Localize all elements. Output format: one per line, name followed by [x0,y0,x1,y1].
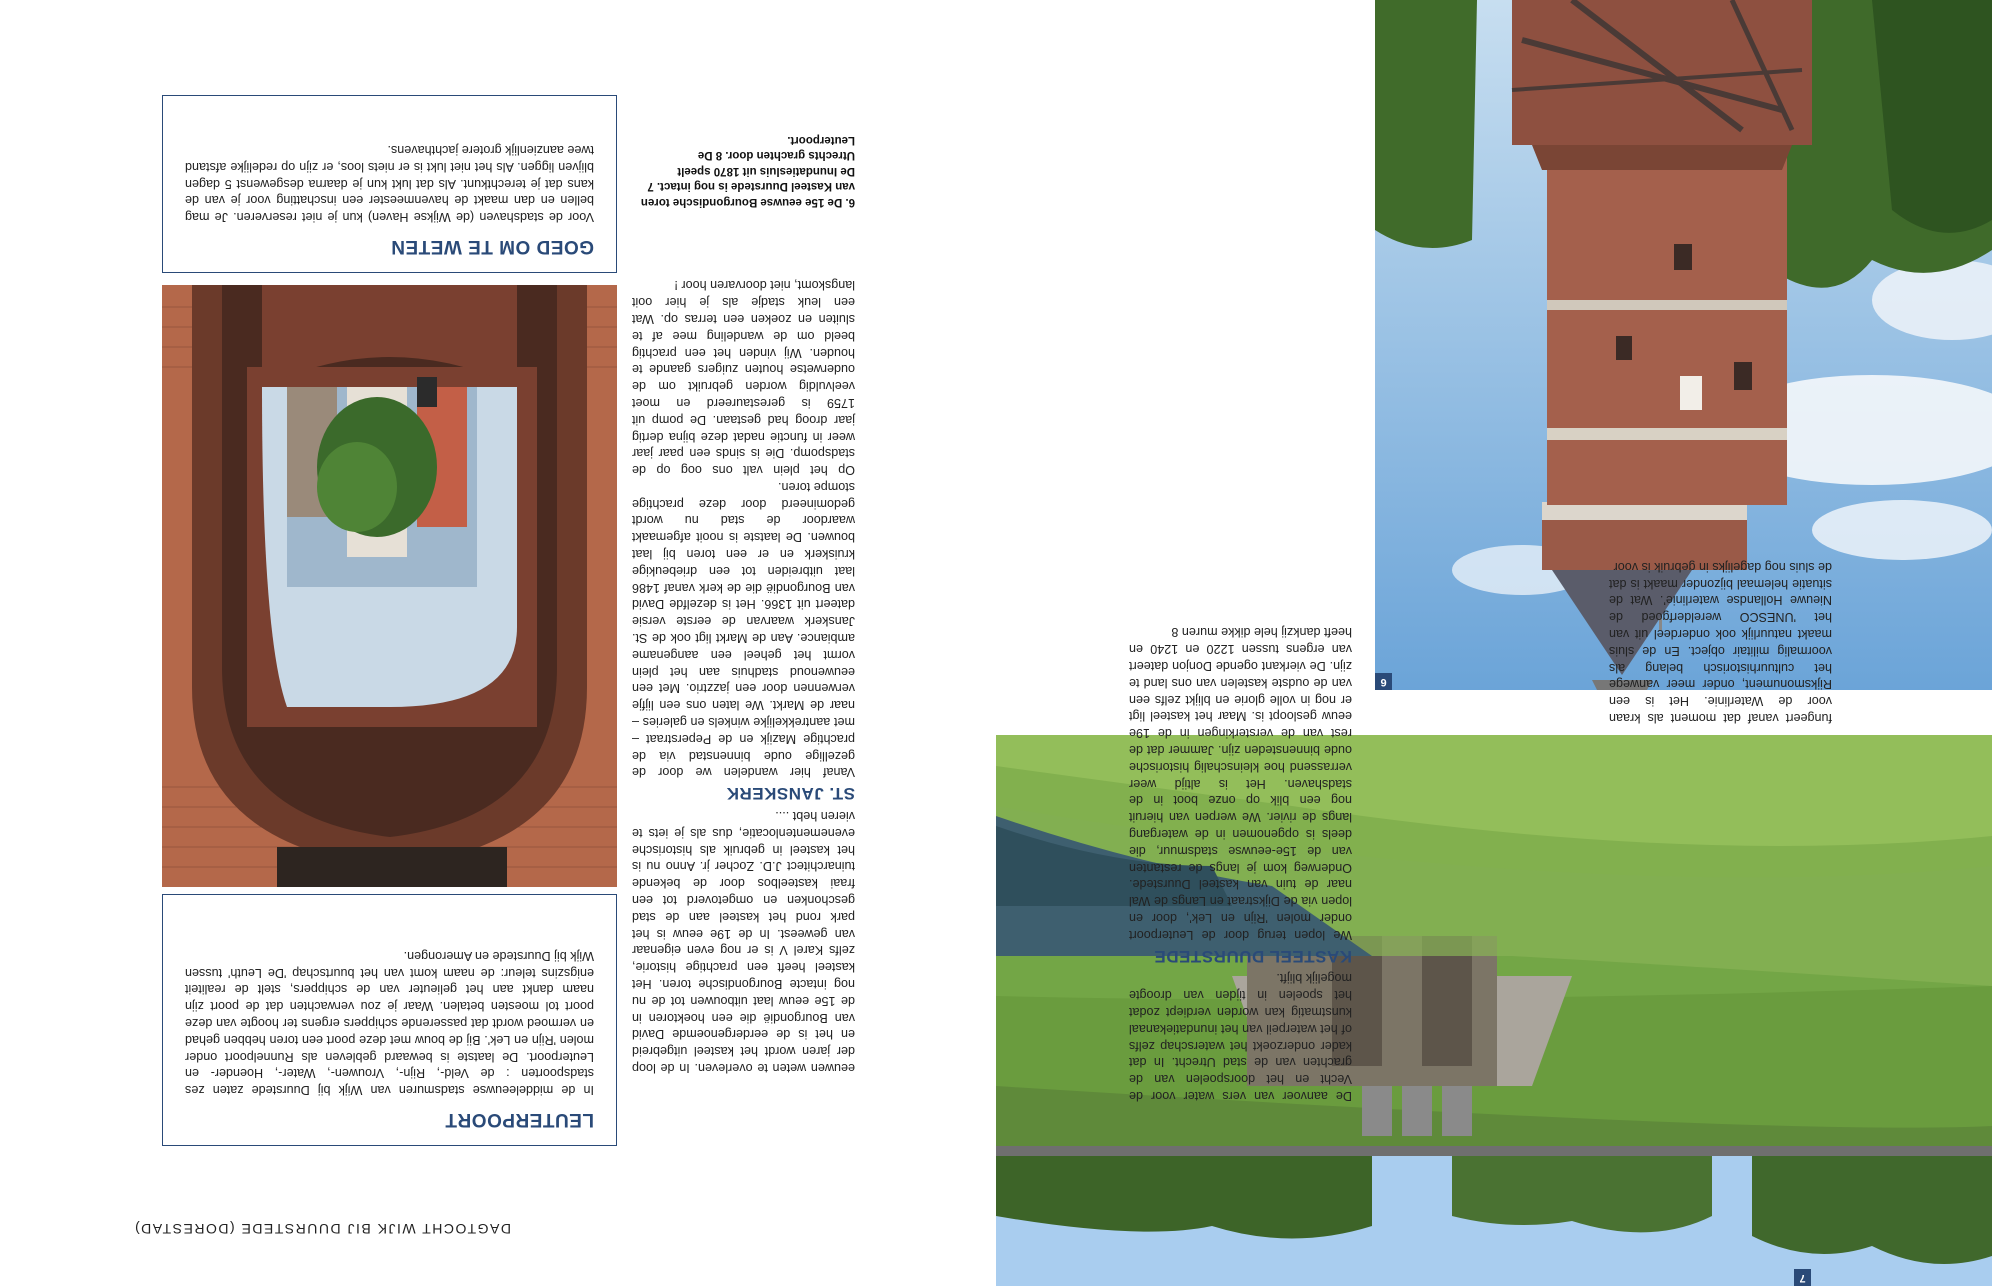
janskerk-paragraph: Vanaf hier wandelen we door de gezellige oude binnenstad via de prachtige Mazijk en de Peperstraat – met aantrekkelijke winkels en galeries – naar de Markt. We laten ons een lijfje verwennen door een jazztrio. Met een eeuwenoud stadhuis aan het plein vormt het geheel een aangename ambiance. Aan de Markt ligt ook de St. Janskerk waarvan de eerste versie dateert uit 1366. Het is dezelfde David van Bourgondië die de kerk vanaf 1486 laat uitbreiden tot een driebeukige kruiskerk en er een toren bij laat bouwen. De laatste is nooit afgemaakt waardoor de stad nu wordt gedomineerd door deze prachtige stompe toren. [632,479,855,780]
kasteel-paragraph-continued: eeuwen weten te overleven. In de loop der jaren wordt het kasteel uitgebreid en het is de eerdergenoemde David van Bourgondië die een hoektoren in de 15e eeuw laat uitbouwen tot de nu nog intacte Bourgondische toren. Het kasteel heeft een prachtige historie, zelfs Karel V is er nog even eigenaar van geweest. In de 19e eeuw is het park rond het kasteel aan de stad geschonken en omgetoverd tot een fraai kasteelbos door de bekende tuinarchitect J.D. Zocher jr. Anno nu is het kasteel in gebruik als historische evenementenlocatie, dus als je iets te vieren hebt .... [632,809,855,1075]
gate-arch-illustration [162,285,617,887]
heading-st-janskerk: ST. JANSKERK [726,784,855,804]
heading-goed-om-te-weten: GOED OM TE WETEN [390,236,594,257]
text-column-kasteel [1129,624,1352,1104]
janskerk-paragraph-2: Op het plein valt ons oog op de stadspomp. Die is sinds een paar jaar weer in functie nadat deze bijna dertig jaar droog had gestaan. De pomp uit 1759 is gerestaureerd en moet veelvuldig worden gebruikt om de ouderwetse houten zuigers gaande te houden. Wij vinden het een prachtig beeld om de wandeling mee af te sluiten en zoeken een terras op. Wat een leuk stadje als je hier ooit langskomt, niet doorvaren hoor ! [632,278,855,478]
kasteel-paragraph: We lopen terug door de Leuterpoort onder molen 'Rijn en Lek', door en lopen via de Dijkstraat en Langs de Wal naar de tuin van kasteel Duurstede. Onderweg kom je langs de restanten van de 15e-eeuwse stadsmuur, die deels is opgenomen in de watergang langs de rivier. We werpen van hieruit nog een blik op onze boot in de stadshaven. Het is altijd weer verrassend hoe kleinschalig historische oude binnensteden zijn. Jammer dat de rest van de versterkingen in de 19e eeuw gesloopt is. Maar het kasteel ligt er nog in volle glorie en blijkt zelfs een van de oudste kastelen van ons land te zijn. De vierkant ogende Donjon dateert van ergens tussen 1220 en 1240 en heeft dankzij hele dikke muren 8 [1129,625,1352,942]
leuterpoort-text: In de middeleeuwse stadsmuren van Wijk bij Duurstede zaten zes stadspoorten : de Veld-, Rijn-, Vrouwen-, Water-, Hoender- en Leuterpoort. De laatste is bewaard gebleven als Runnelpoort onder molen 'Rijn en Lek'. Bij de bouw met deze poort een toren hebben gehad en vermoed wordt dat passerende schippers ergens ter hoogte van deze poort tol moesten betalen. Waar je zou verwachten dat de poort zijn naam dankt aan het gelieuter van de schippers, stelt de realiteit enigszins teleur: de naam komt van het buurtschap 'De Leuth' tussen Wijk bij Duurstede en Amerongen. [185,948,594,1098]
text-column-sluice [1609,558,1832,726]
photo-number-badge: 6 [1375,673,1392,690]
running-head: DAGTOCHT WIJK BIJ DUURSTEDE (DORESTAD) [133,1221,511,1237]
goed-om-te-weten-text: Voor de stadshaven (de Wijkse Haven) kun je niet reserveren. Je mag bellen en dan maakt de havenmeester een inschatting voor je van de kans dat je terechtkunt. Als dat lukt kun je daarna desgewenst 5 dagen blijven liggen. Als het niet lukt is er niets loos, er zijn op redelijke afstand twee aanzienlijk grotere jachthavens. [185,143,594,225]
text-column-janskerk [632,277,855,1076]
photo-number-badge: 7 [1794,1269,1811,1286]
caption-block [640,132,855,210]
sidebar-goed-om-te-weten [162,95,617,273]
photo-leuterpoort-gate [162,285,617,887]
caption-text: 6. De 15e eeuwse Bourgondische toren van Kasteel Duurstede is nog intact. 7 De Inundatiesluis uit 1870 speelt Utrechts grachten door. 8 De Leuterpoort. [640,134,855,208]
sidebar-leuterpoort [162,894,617,1146]
intro-paragraph: De aanvoer van vers water voor de Vecht en het doorspoelen van de grachten van de stad Utrecht. In dat kader onderzoekt het waterschap zelfs of het waterpeil van het inundatiekanaal kunstmatig kan worden verdiept zodat het spoelen in tijden van droogte mogelijk blijft. [1129,971,1352,1103]
sluice-paragraph: fungeert vanaf dat moment als kraan voor de Waterlinie. Het is een Rijksmonument, onder meer vanwege het cultuurhistorisch belang als voormalig militair object. En de sluis maakt natuurlijk ook onderdeel uit van het 'UNESCO werelderfgoed de Nieuwe Hollandse waterlinie'. Wat de situatie helemaal bijzonder maakt is dat de sluis nog dagelijks in gebruik is voor [1609,559,1832,725]
heading-kasteel-duurstede: KASTEEL DUURSTEDE [1153,946,1352,966]
heading-leuterpoort: LEUTERPOORT [444,1109,594,1130]
